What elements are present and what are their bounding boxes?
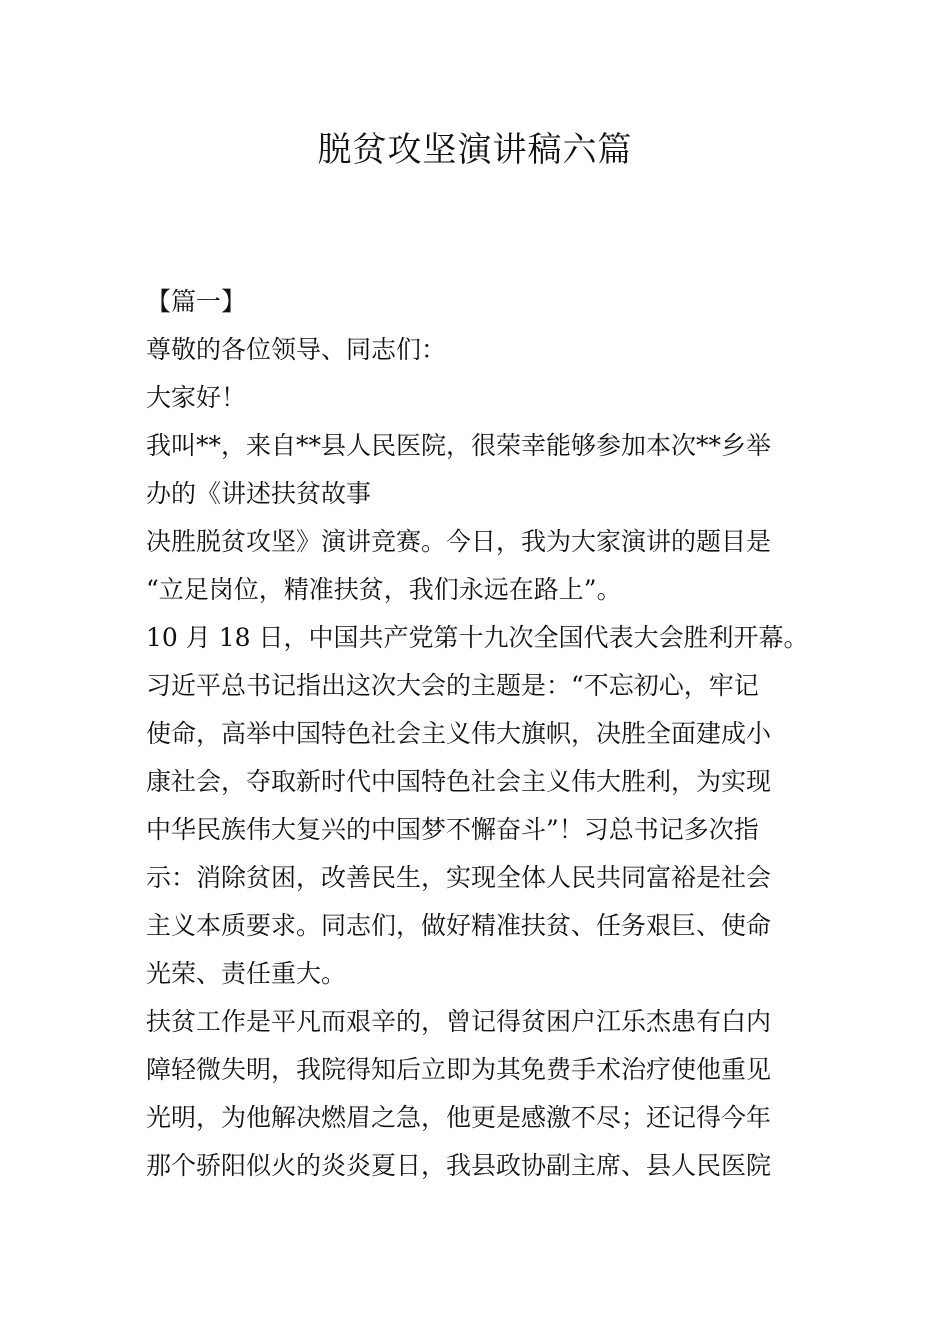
body-line: 10 月 18 日，中国共产党第十九次全国代表大会胜利开幕。 xyxy=(146,623,809,652)
greeting: 大家好！ xyxy=(146,383,247,412)
document-title: 脱贫攻坚演讲稿六篇 xyxy=(317,130,633,170)
salutation: 尊敬的各位领导、同志们： xyxy=(146,335,447,364)
body-line: 习近平总书记指出这次大会的主题是：“不忘初心，牢记 xyxy=(146,671,759,700)
body-line: 办的《讲述扶贫故事 xyxy=(146,479,372,508)
body-line: 障轻微失明，我院得知后立即为其免费手术治疗使他重见 xyxy=(146,1055,772,1084)
document-body xyxy=(146,278,809,1190)
body-line: 那个骄阳似火的炎炎夏日，我县政协副主席、县人民医院 xyxy=(146,1151,772,1180)
body-line: 我叫**，来自**县人民医院，很荣幸能够参加本次**乡举 xyxy=(146,431,772,460)
body-line: 中华民族伟大复兴的中国梦不懈奋斗”！习总书记多次指 xyxy=(146,815,759,844)
body-line: 决胜脱贫攻坚》演讲竞赛。今日，我为大家演讲的题目是 xyxy=(146,527,772,556)
body-line: 光明，为他解决燃眉之急，他更是感激不尽；还记得今年 xyxy=(146,1103,772,1132)
body-line: 扶贫工作是平凡而艰辛的，曾记得贫困户江乐杰患有白内 xyxy=(146,1007,772,1036)
body-line: 康社会，夺取新时代中国特色社会主义伟大胜利，为实现 xyxy=(146,767,772,796)
section-heading: 【篇一】 xyxy=(146,287,247,316)
body-line: “立足岗位，精准扶贫，我们永远在路上”。 xyxy=(146,575,622,604)
body-line: 主义本质要求。同志们，做好精准扶贫、任务艰巨、使命 xyxy=(146,911,772,940)
body-line: 使命，高举中国特色社会主义伟大旗帜，决胜全面建成小 xyxy=(146,719,772,748)
body-line: 示：消除贫困，改善民生，实现全体人民共同富裕是社会 xyxy=(146,863,772,892)
body-line: 光荣、责任重大。 xyxy=(146,959,347,988)
